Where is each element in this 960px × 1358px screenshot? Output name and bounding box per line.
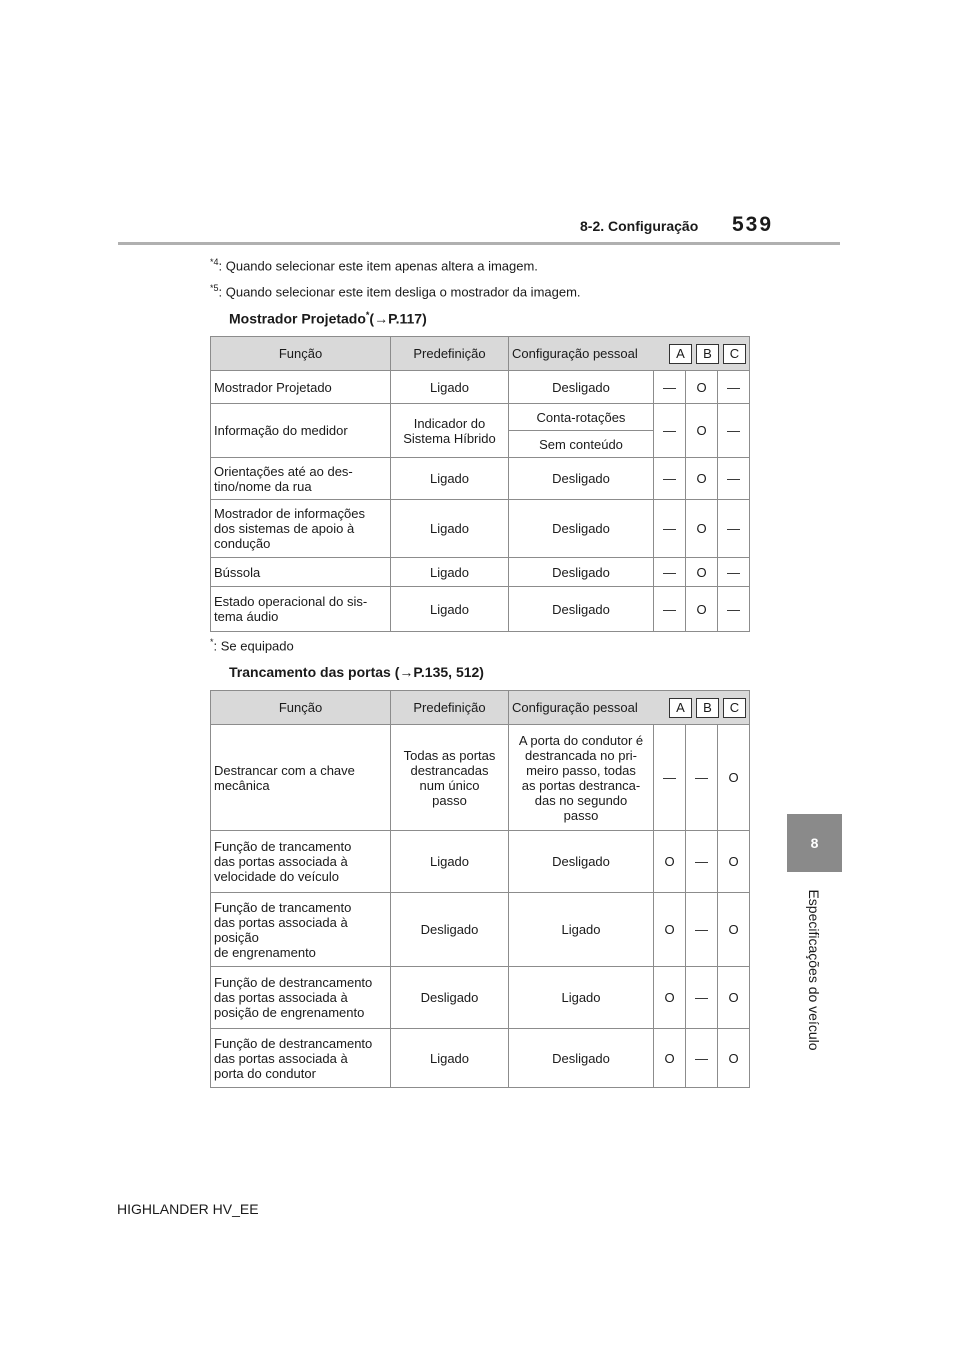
legend-b: B	[696, 344, 719, 364]
cell-b: O	[686, 500, 718, 558]
cell-function: Destrancar com a chave mecânica	[211, 725, 391, 831]
legend-c: C	[723, 344, 746, 364]
cell-default: Ligado	[391, 831, 509, 893]
cell-c: —	[718, 458, 750, 500]
cell-a: O	[654, 893, 686, 967]
legend-a: A	[669, 344, 692, 364]
abc-legend	[669, 344, 746, 364]
header-personal	[509, 691, 750, 725]
cell-a: O	[654, 1029, 686, 1088]
table-row	[211, 500, 750, 558]
header-function: Função	[211, 691, 391, 725]
cell-function: Função de trancamento das portas associada à posição de engrenamento	[211, 893, 391, 967]
cell-personal: Desligado	[509, 458, 654, 500]
hud-title-ref: (→P.117)	[369, 310, 427, 327]
header-default: Predefinição	[391, 337, 509, 371]
header-personal-label: Configuração pessoal	[512, 346, 638, 361]
cell-personal: Sem conteúdo	[509, 431, 654, 458]
cell-personal: Conta-rotações	[509, 404, 654, 431]
cell-personal: Ligado	[509, 893, 654, 967]
page-number: 539	[732, 213, 774, 236]
cell-personal: Desligado	[509, 558, 654, 587]
footnote-text: : Quando selecionar este item apenas altera a imagem.	[218, 258, 538, 274]
cell-default: Todas as portas destrancadas num único passo	[391, 725, 509, 831]
cell-default: Ligado	[391, 458, 509, 500]
chapter-number: 8	[810, 835, 819, 851]
hud-title-text: Mostrador Projetado	[229, 310, 366, 327]
table-row	[211, 587, 750, 632]
hud-settings-table	[210, 336, 750, 632]
footnote-text: : Se equipado	[213, 638, 294, 654]
cell-a: —	[654, 404, 686, 458]
header-divider	[118, 242, 840, 245]
cell-a: O	[654, 831, 686, 893]
cell-c: O	[718, 725, 750, 831]
cell-b: —	[686, 893, 718, 967]
cell-c: —	[718, 558, 750, 587]
legend-b: B	[696, 698, 719, 718]
cell-a: —	[654, 587, 686, 632]
cell-function: Função de destrancamento das portas associada à porta do condutor	[211, 1029, 391, 1088]
locks-settings-table	[210, 690, 750, 1088]
cell-a: —	[654, 458, 686, 500]
table-row	[211, 831, 750, 893]
cell-a: O	[654, 967, 686, 1029]
table-header-row	[211, 691, 750, 725]
footnote-text: : Quando selecionar este item desliga o mostrador da imagem.	[218, 284, 581, 300]
cell-personal: Desligado	[509, 831, 654, 893]
legend-c: C	[723, 698, 746, 718]
cell-c: O	[718, 893, 750, 967]
chapter-tab	[787, 814, 842, 872]
footnote-mark: *	[210, 637, 214, 647]
cell-b: O	[686, 587, 718, 632]
legend-a: A	[669, 698, 692, 718]
cell-default: Desligado	[391, 967, 509, 1029]
cell-c: O	[718, 831, 750, 893]
cell-personal: Ligado	[509, 967, 654, 1029]
cell-c: O	[718, 1029, 750, 1088]
cell-default: Desligado	[391, 893, 509, 967]
cell-personal: Desligado	[509, 587, 654, 632]
cell-b: O	[686, 404, 718, 458]
table-row	[211, 458, 750, 500]
cell-a: —	[654, 500, 686, 558]
cell-a: —	[654, 725, 686, 831]
cell-default: Ligado	[391, 587, 509, 632]
section-title: 8-2. Configuração	[580, 218, 699, 234]
cell-c: —	[718, 371, 750, 404]
header-default: Predefinição	[391, 691, 509, 725]
cell-b: —	[686, 831, 718, 893]
cell-personal: Desligado	[509, 500, 654, 558]
abc-legend	[669, 698, 746, 718]
cell-b: —	[686, 725, 718, 831]
cell-c: O	[718, 967, 750, 1029]
table-row	[211, 1029, 750, 1088]
footer-model: HIGHLANDER HV_EE	[117, 1201, 259, 1217]
cell-c: —	[718, 404, 750, 458]
footnote-mark: *5	[210, 283, 219, 293]
cell-personal: A porta do condutor é destrancada no pri- meiro passo, todas as portas destranca- das no segundo passo	[509, 725, 654, 831]
cell-b: O	[686, 558, 718, 587]
cell-b: O	[686, 458, 718, 500]
header-personal-label: Configuração pessoal	[512, 700, 638, 715]
table-header-row	[211, 337, 750, 371]
table-row	[211, 893, 750, 967]
header-function: Função	[211, 337, 391, 371]
cell-default: Ligado	[391, 1029, 509, 1088]
cell-default: Ligado	[391, 500, 509, 558]
cell-a: —	[654, 371, 686, 404]
cell-a: —	[654, 558, 686, 587]
cell-function: Função de destrancamento das portas associada à posição de engrenamento	[211, 967, 391, 1029]
cell-default: Ligado	[391, 558, 509, 587]
cell-function: Bússola	[211, 558, 391, 587]
cell-b: —	[686, 1029, 718, 1088]
hud-title-mark: *	[365, 310, 370, 320]
table-row	[211, 404, 750, 431]
cell-b: —	[686, 967, 718, 1029]
footnote-4	[210, 257, 538, 273]
locks-section-title: Trancamento das portas (→P.135, 512)	[229, 664, 484, 680]
table-row	[211, 558, 750, 587]
hud-section-title	[229, 310, 427, 327]
footnote-5	[210, 283, 581, 299]
cell-default: Indicador do Sistema Híbrido	[391, 404, 509, 458]
table-row	[211, 967, 750, 1029]
cell-function: Mostrador Projetado	[211, 371, 391, 404]
cell-b: O	[686, 371, 718, 404]
table-row	[211, 371, 750, 404]
cell-personal: Desligado	[509, 371, 654, 404]
cell-function: Orientações até ao des- tino/nome da rua	[211, 458, 391, 500]
cell-c: —	[718, 587, 750, 632]
cell-function: Estado operacional do sis- tema áudio	[211, 587, 391, 632]
header-personal	[509, 337, 750, 371]
cell-c: —	[718, 500, 750, 558]
chapter-label: Especificações do veículo	[806, 889, 822, 1051]
cell-function: Mostrador de informações dos sistemas de apoio à condução	[211, 500, 391, 558]
table-row	[211, 725, 750, 831]
cell-function: Informação do medidor	[211, 404, 391, 458]
cell-function: Função de trancamento das portas associada à velocidade do veículo	[211, 831, 391, 893]
cell-default: Ligado	[391, 371, 509, 404]
footnote-mark: *4	[210, 257, 219, 267]
footnote-equipped	[210, 637, 294, 653]
cell-personal: Desligado	[509, 1029, 654, 1088]
